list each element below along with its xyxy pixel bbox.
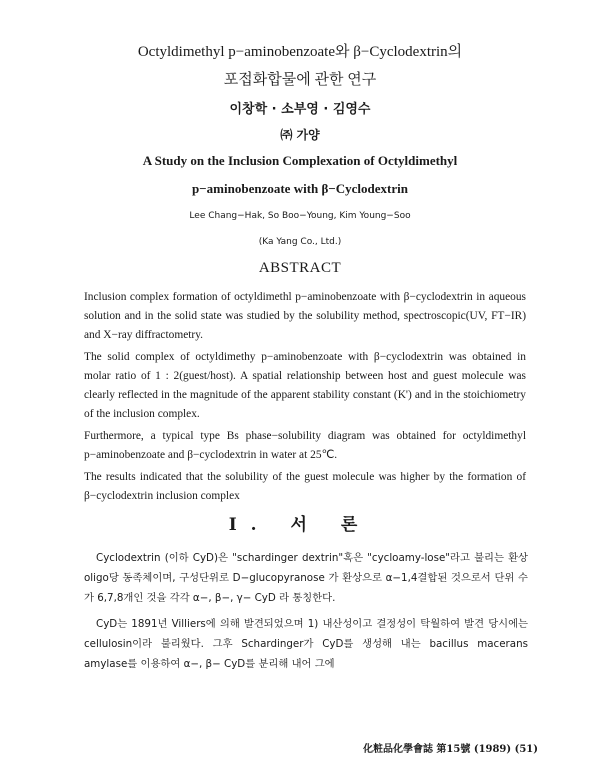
journal-footer: 化粧品化學會誌 第15號 (1989) (51) <box>362 744 538 755</box>
english-company: (Ka Yang Co., Ltd.) <box>258 237 342 247</box>
english-title-line2: p−aminobenzoate with β−Cyclodextrin <box>192 181 408 196</box>
abstract-heading: ABSTRACT <box>258 260 342 276</box>
section-body <box>84 548 528 680</box>
korean-title-line2: 포접화합물에 관한 연구 <box>223 72 377 88</box>
section-heading: Ⅰ. 서 론 <box>228 515 372 535</box>
abstract-paragraph: Inclusion complex formation of octyldimethl p−aminobenzoate with β−cyclodextrin in aqueous solution and in the solid state was studied by the solubility method, spectroscopic(UV, FT−IR) and X−ray diffractometry. <box>84 291 526 341</box>
abstract-paragraph: Furthermore, a typical type Bs phase−solubility diagram was obtained for octyldimethyl p−aminobenzoate and β−cyclodextrin in water at 25℃. <box>84 430 526 461</box>
korean-title-line1: Octyldimethyl p−aminobenzoate와 β−Cyclodextrin의 <box>137 44 463 60</box>
korean-authors: 이창학 · 소부영 · 김영수 <box>229 102 371 117</box>
abstract-paragraph: The solid complex of octyldimethy p−aminobenzoate with β−cyclodextrin was obtained in molar ratio of 1 : 2(guest/host). A spatial relationship between host and guest molecule was clearly reflected in the magnitude of the apparent stability constant (K') and in the stoichiometry of the inclusion complex. <box>84 351 526 420</box>
english-authors: Lee Chang−Hak, So Boo−Young, Kim Young−Soo <box>189 211 411 221</box>
body-paragraph: CyD는 1891년 Villiers에 의해 발견되었으며 1) 내산성이고 결정성이 탁월하여 발견 당시에는 cellulosin이라 불리웠다. 그후 Schardinger가 CyD를 생성해 내는 bacillus macerans amylase를 이용하여 α−, β− CyD를 분리해 내어 그에 <box>84 618 528 670</box>
body-paragraph: Cyclodextrin (이하 CyD)은 "schardinger dextrin"혹은 "cycloamy-lose"라고 불리는 환상 oligo당 동족체이며, 구성단위로 D−glucopyranose 가 환상으로 α−1,4결합된 것으로서 단위 수가 6,7,8개인 것을 각각 α−, β−, γ− CyD 라 통칭한다. <box>84 552 528 604</box>
abstract-body <box>84 288 526 509</box>
korean-company: ㈜ 가양 <box>280 128 320 142</box>
english-title-line1: A Study on the Inclusion Complexation of Octyldimethyl <box>142 153 458 168</box>
abstract-paragraph: The results indicated that the solubility of the guest molecule was higher by the formation of β−cyclodextrin inclusion complex <box>84 471 526 502</box>
